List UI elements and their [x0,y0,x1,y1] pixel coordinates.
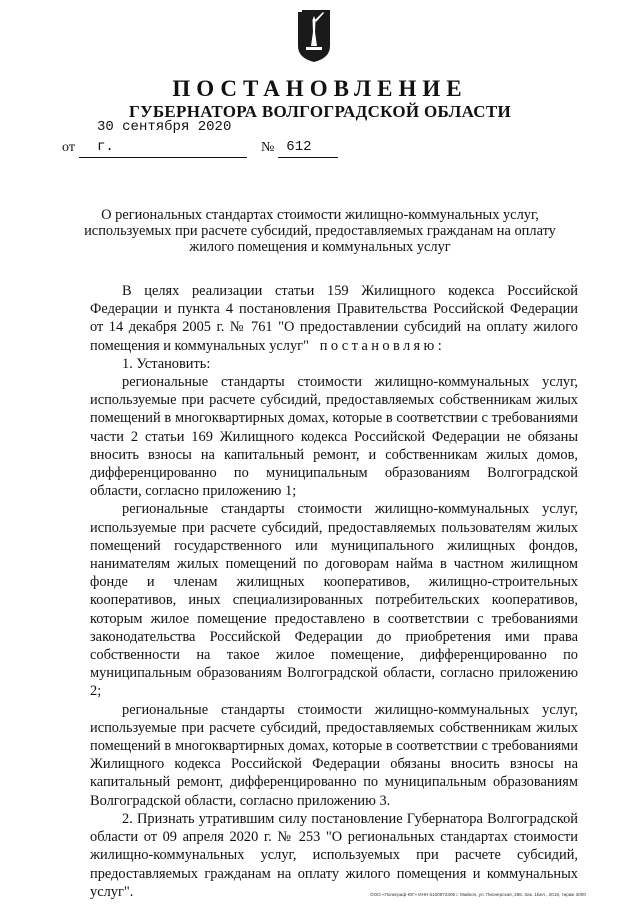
coat-of-arms-emblem [296,6,332,64]
document-issuer: ГУБЕРНАТОРА ВОЛГОГРАДСКОЙ ОБЛАСТИ [128,102,512,121]
item-2-paragraph: 2. Признать утратившим силу постановление Губернатора Волгоградской области от 09 апреля 2020 г. № 253 "О региональных стандартах стоимости жилищно-коммунальных услуг, используемых при расчете субсидий, предоставляемых гражданам на оплату жилого помещения и коммунальных услуг". [90,810,578,900]
number-field: 612 [278,137,338,158]
document-subject: О региональных стандартах стоимости жилищно-коммунальных услуг, используемых при расчете субсидий, предоставляемых гражданам на оплату жилого помещения и коммунальных услуг [84,207,556,255]
intro-paragraph [90,282,578,355]
standard-paragraph-3: региональные стандарты стоимости жилищно-коммунальных услуг, используемые при расчете субсидий, предоставляемых собственникам жилых помещений в многоквартирных домах, которые в соответствии с требованиями Жилищного кодекса Российской Федерации обязаны вносить взносы на капитальный ремонт, дифференцированно по муниципальным образованиям Волгоградской области, согласно приложению 3. [90,701,578,809]
standard-paragraph-1: региональные стандарты стоимости жилищно-коммунальных услуг, используемые при расчете субсидий, предоставляемых собственникам жилых помещений в многоквартирных домах, которые в соответствии с требованиями части 2 статьи 169 Жилищного кодекса Российской Федерации не обязаны вносить взносы на капитальный ремонт, и собственникам жилых домов, дифференцированно по муниципальным образованиям Волгоградской области, согласно приложению 1; [90,374,578,500]
item-1-heading: 1. Установить: [122,355,211,372]
number-sign: № [260,140,275,155]
intro-text: В целях реализации статьи 159 Жилищного кодекса Российской Федерации и пункта 4 постановления Правительства Российской Федерации от 14 декабря 2005 г. № 761 "О предоставлении субсидий на оплату жилого помещения и коммунальных услуг" [90,283,578,354]
printer-imprint: ООО «Полиграф-ЮГ» ИНН 6100972306 г. Майкоп, ул. Пионерская, 288. Зак. 1Бел., 2019, тираж 3000 [370,892,586,897]
decree-word: постановляю: [319,337,446,354]
document-title: ПОСТАНОВЛЕНИЕ [172,76,468,101]
standard-paragraph-2: региональные стандарты стоимости жилищно-коммунальных услуг, используемые при расчете субсидий, предоставляемых пользователям жилых помещений государственного или муниципального жилищных фондов, нанимателям жилых помещений по договорам найма в частном жилищном фонде и членам жилищных кооперативов, жилищно-строительных кооперативов, иных специализированных потребительских кооперативов, которым жилое помещение предоставлено в соответствии с требованиями законодательства Российской Федерации до приобретения ими права собственности на такое жилое помещение, дифференцированно по муниципальным образованиям Волгоградской области, согласно приложению 2; [90,501,578,700]
document-body [90,282,578,901]
date-field: 30 сентября 2020 г. [79,117,247,158]
date-number-line [62,119,338,158]
from-label: от [62,140,75,155]
